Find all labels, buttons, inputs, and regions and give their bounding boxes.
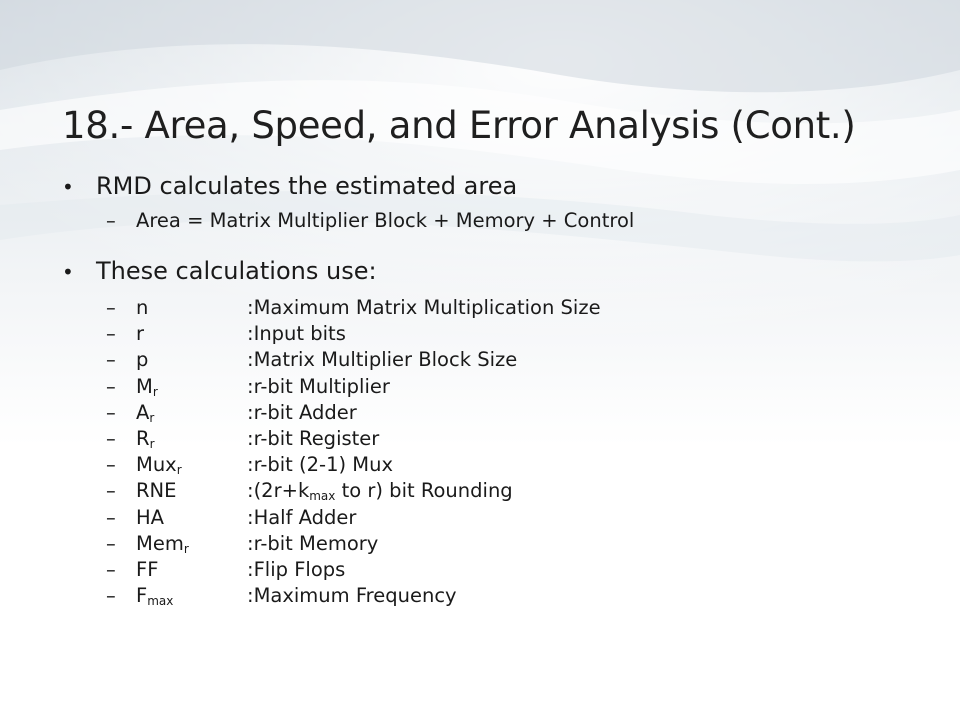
bullet-icon: • bbox=[62, 260, 74, 284]
definition-symbol: Mux$_r$ bbox=[136, 453, 182, 478]
definition-description: :r-bit Register bbox=[247, 426, 380, 450]
definition-item bbox=[106, 479, 601, 505]
definition-description: $:(2r+k_{max}$ to r) bit Rounding bbox=[247, 479, 513, 504]
dash-icon: – bbox=[106, 531, 116, 555]
definition-item bbox=[106, 296, 601, 322]
definition-symbol: HA bbox=[136, 505, 165, 529]
definition-symbol: FF bbox=[136, 557, 159, 581]
definition-description: :r-bit (2-1) Mux bbox=[247, 453, 394, 477]
area-formula: Area = Matrix Multiplier Block + Memory + Control bbox=[136, 209, 635, 232]
dash-icon: – bbox=[106, 426, 116, 450]
dash-icon: – bbox=[106, 557, 116, 581]
dash-icon: – bbox=[106, 505, 116, 529]
dash-icon: – bbox=[106, 209, 116, 232]
definition-description: :Input bits bbox=[247, 322, 346, 346]
bullet-item bbox=[62, 172, 517, 200]
definition-item bbox=[106, 427, 601, 453]
dash-icon: – bbox=[106, 374, 116, 398]
definition-item bbox=[106, 401, 601, 427]
definition-item bbox=[106, 584, 601, 610]
definition-symbol: Mem$_r$ bbox=[136, 531, 189, 556]
definition-item bbox=[106, 558, 601, 584]
definition-item bbox=[106, 453, 601, 479]
definition-description: :r-bit Memory bbox=[247, 531, 379, 555]
definition-symbol: $R_r$ bbox=[136, 426, 155, 451]
bullet-item bbox=[62, 257, 377, 285]
definition-item bbox=[106, 532, 601, 558]
definition-description: :Maximum Frequency bbox=[247, 584, 457, 608]
definition-symbol: $M_r$ bbox=[136, 374, 158, 399]
definition-symbol: p bbox=[136, 348, 149, 372]
dash-icon: – bbox=[106, 296, 116, 319]
definition-description: :Maximum Matrix Multiplication Size bbox=[247, 296, 601, 319]
definition-symbol: n bbox=[136, 296, 149, 319]
definition-symbol: r bbox=[136, 322, 145, 346]
dash-icon: – bbox=[106, 453, 116, 477]
definition-description: :Matrix Multiplier Block Size bbox=[247, 348, 518, 372]
dash-icon: – bbox=[106, 348, 116, 372]
definition-symbol: $F_{max}$ bbox=[136, 584, 174, 609]
definition-item bbox=[106, 322, 601, 348]
definition-description: :Flip Flops bbox=[247, 557, 346, 581]
definition-item bbox=[106, 506, 601, 532]
definition-item bbox=[106, 348, 601, 374]
dash-icon: – bbox=[106, 400, 116, 424]
definition-list bbox=[106, 296, 601, 610]
definition-item bbox=[106, 375, 601, 401]
bullet-icon: • bbox=[62, 175, 74, 199]
dash-icon: – bbox=[106, 584, 116, 608]
definition-symbol: $A_r$ bbox=[136, 400, 155, 425]
dash-icon: – bbox=[106, 479, 116, 503]
bullet-text: RMD calculates the estimated area bbox=[96, 172, 518, 200]
definition-description: :Half Adder bbox=[247, 505, 357, 529]
slide-title: 18.- Area, Speed, and Error Analysis (Cont.) bbox=[62, 104, 856, 147]
sub-bullet-item bbox=[106, 209, 634, 232]
definition-description: :r-bit Multiplier bbox=[247, 374, 390, 398]
dash-icon: – bbox=[106, 322, 116, 346]
bullet-text: These calculations use: bbox=[96, 257, 377, 285]
definition-symbol: RNE bbox=[136, 479, 177, 503]
definition-description: :r-bit Adder bbox=[247, 400, 357, 424]
